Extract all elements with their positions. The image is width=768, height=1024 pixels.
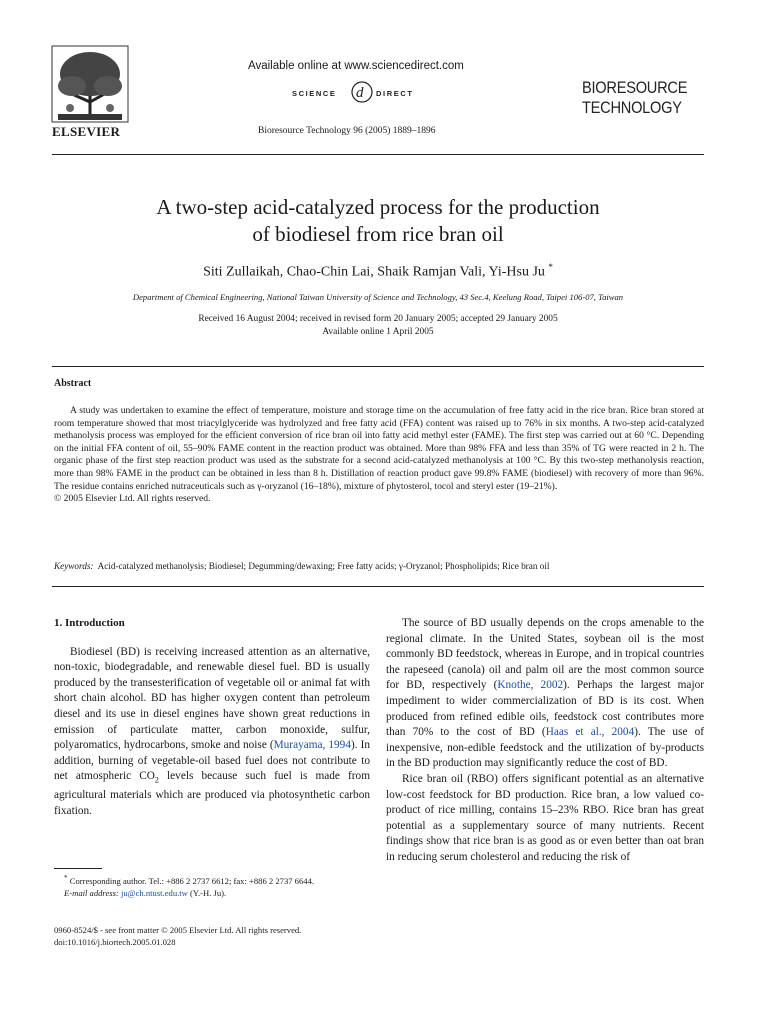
journal-reference: Bioresource Technology 96 (2005) 1889–1896 <box>258 126 436 136</box>
journal-logo-line2: TECHNOLOGY <box>582 98 682 117</box>
keywords-label: Keywords: <box>54 561 94 571</box>
svg-text:d: d <box>356 85 364 101</box>
available-online[interactable]: Available online at www.sciencedirect.com <box>248 60 464 72</box>
sciencedirect-logo[interactable] <box>292 80 432 104</box>
footnote-mark: * <box>64 874 68 882</box>
right-text-c: ). The use of inexpensive, non-edible feedstock and the utilization of by-products in the BD production may significantly reduce the cost of BD. <box>386 726 705 770</box>
intro-paragraph-1 <box>54 645 370 820</box>
abstract-bottom-rule <box>52 586 704 587</box>
header-rule <box>52 154 704 155</box>
section-heading-introduction: 1. Introduction <box>54 617 125 629</box>
abstract-body <box>54 405 704 506</box>
received-dates: Received 16 August 2004; received in revised form 20 January 2005; accepted 29 January 2005 <box>198 314 558 324</box>
affiliation: Department of Chemical Engineering, National Taiwan University of Science and Technology, 43 Sec.4, Keelung Road, Taipei 106-07, Taiwan <box>132 292 624 302</box>
abstract-copyright: © 2005 Elsevier Ltd. All rights reserved. <box>54 493 211 505</box>
authors-text: Siti Zullaikah, Chao-Chin Lai, Shaik Ramjan Vali, Yi-Hsu Ju <box>203 264 545 280</box>
article-dates <box>52 313 704 339</box>
keywords <box>54 561 704 571</box>
svg-text:SCIENCE: SCIENCE <box>292 89 337 98</box>
email-label: E-mail address: <box>64 887 119 898</box>
doi-line[interactable]: doi:10.1016/j.biortech.2005.01.028 <box>54 937 176 947</box>
online-date: Available online 1 April 2005 <box>322 327 434 337</box>
title-line-1: A two-step acid-catalyzed process for the production <box>156 195 600 219</box>
footnotes <box>54 872 370 899</box>
email-suffix: (Y.-H. Ju). <box>190 887 227 898</box>
intro-text-b: ). In addition, burning of vegetable-oil based fuel does not contribute to net atmospheric CO <box>54 739 370 783</box>
publisher-name: ELSEVIER <box>52 124 121 139</box>
corresponding-author-mark[interactable]: * <box>548 262 553 272</box>
article-title <box>52 194 704 248</box>
intro-text-c: levels because such fuel is made from agricultural materials which are produced via photosynthetic carbon fixation. <box>54 770 370 817</box>
citation-haas[interactable]: Haas et al., 2004 <box>545 726 635 739</box>
footnote-rule <box>54 868 102 869</box>
intro-text-a: Biodiesel (BD) is receiving increased attention as an alternative, non-toxic, biodegradable, and renewable diesel fuel. BD is usually produced by the transesterification of vegetable oil or animal fat with short chain alcohol. BD has higher oxygen content than petroleum diesel and its use in diesel engines have shown great reductions in emission of particulate matter, carbon monoxide, sulfur, polyaromatics, hydrocarbons, smoke and noise ( <box>54 645 370 752</box>
right-column <box>386 616 704 866</box>
abstract-text: A study was undertaken to examine the effect of temperature, moisture and storage time on the accumulation of free fatty acid in the rice bran. Rice bran stored at room temperature showed that most triacylglyceride was hydrolyzed and free fatty acid (FFA) content was raised up to 76% in six months. A two-step acid-catalyzed methanolysis process was employed for the efficient conversion of rice bran oil into fatty acid methyl ester (FAME). The first step was carried out at 60 °C. Depending on the initial FFA content of oil, 55–90% FAME content in the reaction product was obtained. More than 98% FFA and less than 35% of TG were reacted in 2 h. The organic phase of the first step reaction product was used as the substrate for a second acid-catalyzed methanolysis at 100 °C. By this two-step methanolysis reaction, more than 98% FAME in the product can be obtained in less than 8 h. Distillation of reaction product gave 99.8% FAME (biodiesel) with recovery of more than 96%. The residue contains enriched nutraceuticals such as γ-oryzanol (16–18%), mixture of phytosterol, tocol and steryl ester (19–21%). <box>54 405 704 492</box>
email-footnote <box>54 887 370 899</box>
front-matter <box>54 924 394 948</box>
author-list <box>52 262 704 281</box>
right-text-a: The source of BD usually depends on the crops amenable to the regional climate. In the United States, soybean oil is the most commonly BD feedstock, whereas in Europe, and in tropical countries the rapeseed (canola) oil and palm oil are the most common source for BD, respectively ( <box>386 617 704 692</box>
right-paragraph-2: Rice bran oil (RBO) offers significant potential as an alternative low-cost feedstock for BD production. Rice bran, a low valued co-product of rice milling, contains 15–23% RBO. Rice bran has great potential as a supplementary source of many nutrients. Recent findings show that rice bran is as good as or even better than oat bran in reducing serum cholesterol and reducing the risk of <box>386 772 704 863</box>
title-line-2: of biodiesel from rice bran oil <box>252 222 504 246</box>
citation-murayama[interactable]: Murayama, 1994 <box>273 739 351 752</box>
abstract-top-rule <box>52 366 704 367</box>
co2-subscript: 2 <box>154 775 159 785</box>
issn-line: 0960-8524/$ - see front matter © 2005 Elsevier Ltd. All rights reserved. <box>54 925 302 935</box>
journal-logo <box>582 78 708 118</box>
right-text-b: ). Perhaps the largest major impediment to wider commercialization of BD is its cost. When produced from refined edible oils, feedstock cost contributes more than 70% to the cost of BD ( <box>386 679 704 739</box>
abstract-heading: Abstract <box>54 378 92 389</box>
svg-text:DIRECT: DIRECT <box>376 89 414 98</box>
right-paragraph-1 <box>386 616 704 772</box>
email-link[interactable]: ju@ch.ntust.edu.tw <box>120 887 188 898</box>
corresponding-footnote <box>54 872 370 887</box>
footnote-text: Corresponding author. Tel.: +886 2 2737 6612; fax: +886 2 2737 6644. <box>69 875 315 886</box>
left-column <box>54 616 370 819</box>
keywords-list: Acid-catalyzed methanolysis; Biodiesel; Degumming/dewaxing; Free fatty acids; γ-Oryzanol; Phospholipids; Rice bran oil <box>97 561 550 571</box>
journal-logo-line1: BIORESOURCE <box>582 78 688 97</box>
citation-knothe[interactable]: Knothe, 2002 <box>497 679 564 692</box>
